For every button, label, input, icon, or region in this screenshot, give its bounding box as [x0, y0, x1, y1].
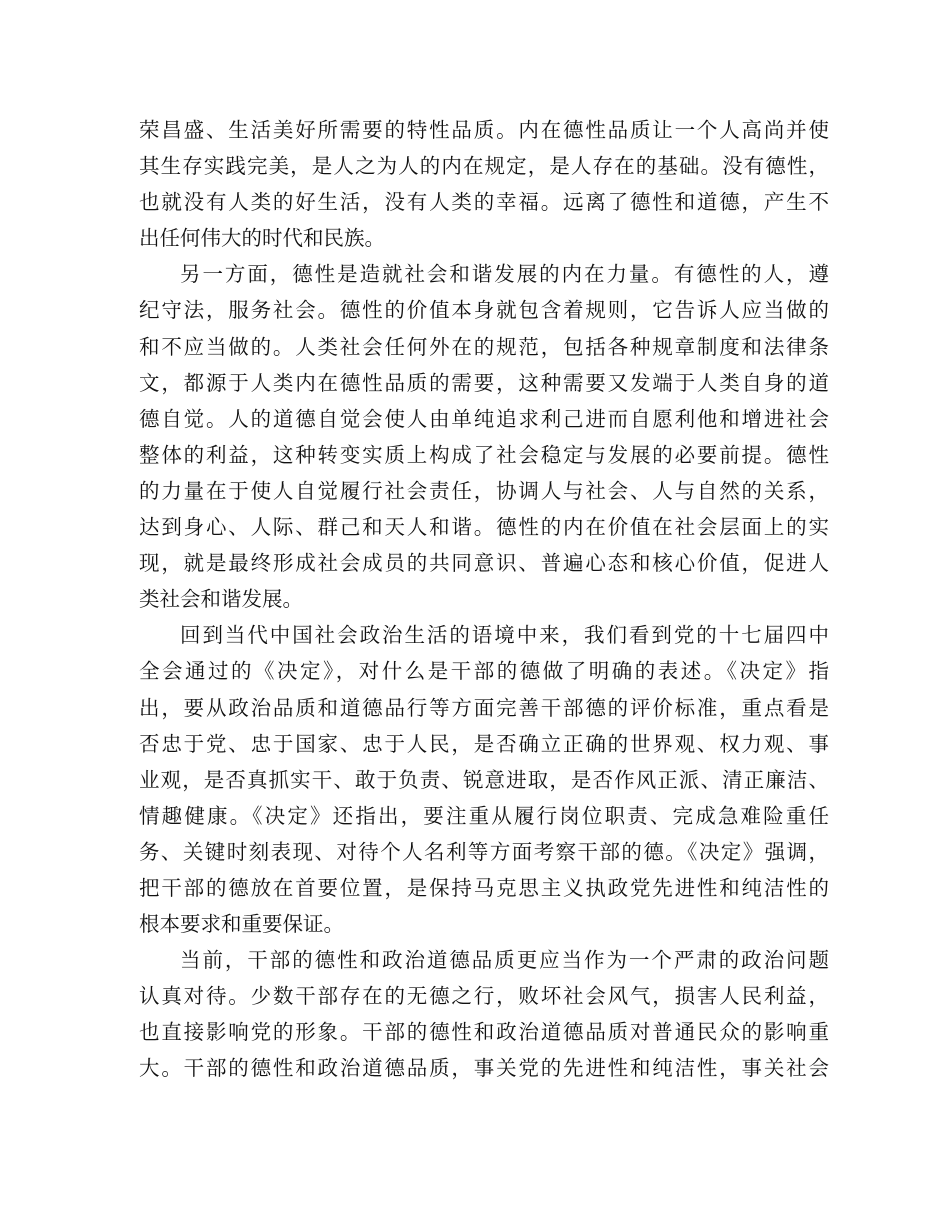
text-line: 出任何伟大的时代和民族。	[139, 226, 385, 251]
text-line: 德自觉。人的道德自觉会使人由单纯追求利己进而自愿利他和增进社会	[139, 406, 829, 431]
text-line: 情趣健康。《决定》还指出，要注重从履行岗位职责、完成急难险重任	[139, 803, 829, 828]
text-line: 纪守法，服务社会。德性的价值本身就包含着规则，它告诉人应当做的	[139, 298, 829, 323]
text-line: 现，就是最终形成社会成员的共同意识、普遍心态和核心价值，促进人	[139, 551, 829, 576]
text-line: 的力量在于使人自觉履行社会责任，协调人与社会、人与自然的关系，	[139, 478, 829, 503]
text-line: 根本要求和重要保证。	[139, 912, 344, 937]
text-line: 业观，是否真抓实干、敢于负责、锐意进取，是否作风正派、清正廉洁、	[139, 767, 829, 792]
text-line: 文，都源于人类内在德性品质的需要，这种需要又发端于人类自身的道	[139, 370, 829, 395]
paragraph-1	[139, 112, 829, 256]
text-line: 达到身心、人际、群己和天人和谐。德性的内在价值在社会层面上的实	[139, 515, 829, 540]
text-line: 出，要从政治品质和道德品行等方面完善干部德的评价标准，重点看是	[139, 695, 829, 720]
text-line: 回到当代中国社会政治生活的语境中来，我们看到党的十七届四中	[180, 623, 829, 648]
text-line: 大。干部的德性和政治道德品质，事关党的先进性和纯洁性，事关社会	[139, 1056, 829, 1081]
text-line: 另一方面，德性是造就社会和谐发展的内在力量。有德性的人，遵	[180, 262, 829, 287]
paragraph-2	[139, 256, 829, 617]
text-line: 把干部的德放在首要位置，是保持马克思主义执政党先进性和纯洁性的	[139, 875, 829, 900]
text-line: 务、关键时刻表现、对待个人名利等方面考察干部的德。《决定》强调，	[139, 839, 829, 864]
text-line: 其生存实践完美，是人之为人的内在规定，是人存在的基础。没有德性，	[139, 154, 829, 179]
body-text	[139, 112, 829, 1087]
text-line: 全会通过的《决定》，对什么是干部的德做了明确的表述。《决定》指	[139, 659, 829, 684]
text-line: 否忠于党、忠于国家、忠于人民，是否确立正确的世界观、权力观、事	[139, 731, 829, 756]
text-line: 和不应当做的。人类社会任何外在的规范，包括各种规章制度和法律条	[139, 334, 829, 359]
paragraph-3	[139, 617, 829, 942]
text-line: 荣昌盛、生活美好所需要的特性品质。内在德性品质让一个人高尚并使	[139, 118, 829, 142]
text-line: 也直接影响党的形象。干部的德性和政治道德品质对普通民众的影响重	[139, 1020, 829, 1045]
paragraph-4	[139, 942, 829, 1086]
text-line: 也就没有人类的好生活，没有人类的幸福。远离了德性和道德，产生不	[139, 190, 829, 215]
text-line: 认真对待。少数干部存在的无德之行，败坏社会风气，损害人民利益，	[139, 984, 829, 1009]
text-line: 当前，干部的德性和政治道德品质更应当作为一个严肃的政治问题	[180, 948, 829, 973]
text-line: 类社会和谐发展。	[139, 587, 303, 612]
text-line: 整体的利益，这种转变实质上构成了社会稳定与发展的必要前提。德性	[139, 442, 829, 467]
